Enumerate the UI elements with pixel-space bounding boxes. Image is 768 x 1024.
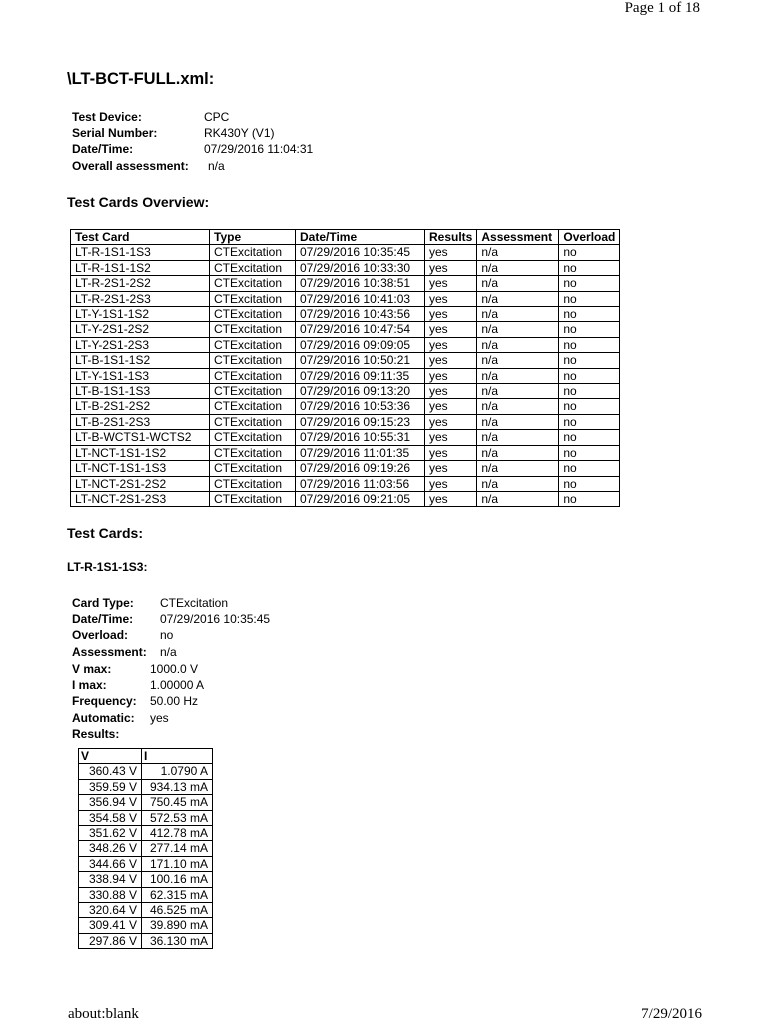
setting-key: Frequency: [72, 694, 137, 709]
table-cell: n/a [477, 322, 559, 337]
table-cell: 351.62 V [79, 826, 142, 841]
table-cell: CTExcitation [210, 491, 296, 506]
overview-table [70, 229, 620, 507]
table-row [79, 795, 213, 810]
card-settings [72, 661, 204, 742]
table-cell: yes [425, 276, 477, 291]
info-value: CPC [204, 110, 230, 124]
table-row [71, 291, 620, 306]
table-row [71, 430, 620, 445]
table-cell: yes [425, 491, 477, 506]
table-row [71, 476, 620, 491]
table-cell: no [559, 307, 620, 322]
table-row [71, 461, 620, 476]
card-info-row [72, 644, 270, 660]
table-cell: 07/29/2016 10:41:03 [296, 291, 425, 306]
table-cell: 07/29/2016 10:50:21 [296, 353, 425, 368]
column-header: Date/Time [296, 230, 425, 245]
table-cell: no [559, 399, 620, 414]
table-cell: CTExcitation [210, 384, 296, 399]
table-cell: no [559, 461, 620, 476]
table-cell: LT-B-2S1-2S3 [71, 414, 210, 429]
table-cell: 934.13 mA [142, 779, 213, 794]
column-header: Overload [559, 230, 620, 245]
table-row [79, 779, 213, 794]
table-cell: 359.59 V [79, 779, 142, 794]
table-cell: CTExcitation [210, 276, 296, 291]
table-cell: LT-Y-2S1-2S2 [71, 322, 210, 337]
table-cell: LT-R-2S1-2S2 [71, 276, 210, 291]
card-info-row [72, 627, 270, 643]
table-row [79, 903, 213, 918]
table-cell: 320.64 V [79, 903, 142, 918]
info-value: n/a [208, 158, 225, 173]
table-cell: 07/29/2016 11:01:35 [296, 445, 425, 460]
table-cell: 354.58 V [79, 810, 142, 825]
table-cell: no [559, 245, 620, 260]
table-cell: no [559, 491, 620, 506]
setting-value: 1000.0 V [150, 662, 199, 676]
column-header: Results [425, 230, 477, 245]
table-cell: 07/29/2016 10:38:51 [296, 276, 425, 291]
setting-value: yes [150, 710, 169, 725]
table-row [71, 491, 620, 506]
info-key: Date/Time: [72, 612, 134, 627]
table-row [79, 826, 213, 841]
overview-heading: Test Cards Overview: [67, 194, 210, 210]
table-cell: LT-Y-1S1-1S2 [71, 307, 210, 322]
table-row [71, 322, 620, 337]
page-number: Page 1 of 18 [624, 0, 700, 16]
setting-key: I max: [72, 678, 107, 693]
info-value: 07/29/2016 10:35:45 [160, 612, 271, 627]
table-row [79, 856, 213, 871]
table-cell: 297.86 V [79, 933, 142, 948]
settings-row [72, 661, 204, 677]
table-cell: no [559, 430, 620, 445]
table-cell: 07/29/2016 11:03:56 [296, 476, 425, 491]
table-cell: n/a [477, 445, 559, 460]
table-cell: LT-NCT-1S1-1S3 [71, 461, 210, 476]
table-row [71, 337, 620, 352]
table-cell: CTExcitation [210, 430, 296, 445]
table-cell: 750.45 mA [142, 795, 213, 810]
table-cell: CTExcitation [210, 337, 296, 352]
table-cell: no [559, 414, 620, 429]
table-cell: n/a [477, 337, 559, 352]
card-title: LT-R-1S1-1S3: [67, 560, 148, 574]
table-cell: 277.14 mA [142, 841, 213, 856]
table-cell: 412.78 mA [142, 826, 213, 841]
info-value: n/a [160, 644, 177, 659]
footer-date: 7/29/2016 [641, 1006, 702, 1022]
table-cell: no [559, 353, 620, 368]
table-row [79, 810, 213, 825]
device-info-table [72, 109, 313, 174]
table-cell: yes [425, 291, 477, 306]
table-cell: LT-NCT-1S1-1S2 [71, 445, 210, 460]
info-key: Serial Number: [72, 126, 158, 141]
table-header-row [79, 749, 213, 764]
table-cell: 348.26 V [79, 841, 142, 856]
table-cell: no [559, 368, 620, 383]
table-row [71, 399, 620, 414]
table-cell: no [559, 337, 620, 352]
table-row [71, 276, 620, 291]
table-cell: CTExcitation [210, 260, 296, 275]
table-cell: CTExcitation [210, 307, 296, 322]
table-cell: n/a [477, 260, 559, 275]
device-info-row [72, 141, 313, 157]
table-cell: 07/29/2016 10:35:45 [296, 245, 425, 260]
table-row [71, 307, 620, 322]
table-row [71, 368, 620, 383]
table-cell: 360.43 V [79, 764, 142, 779]
setting-value: 50.00 Hz [150, 694, 199, 709]
table-cell: 07/29/2016 09:11:35 [296, 368, 425, 383]
table-cell: n/a [477, 307, 559, 322]
table-cell: n/a [477, 430, 559, 445]
table-cell: no [559, 291, 620, 306]
table-cell: yes [425, 445, 477, 460]
info-key: Assessment: [72, 644, 147, 659]
table-row [79, 841, 213, 856]
info-value: no [160, 628, 174, 643]
table-row [79, 918, 213, 933]
table-cell: yes [425, 399, 477, 414]
table-cell: no [559, 276, 620, 291]
table-row [71, 245, 620, 260]
settings-row [72, 693, 204, 709]
table-cell: CTExcitation [210, 445, 296, 460]
table-cell: 338.94 V [79, 872, 142, 887]
table-cell: n/a [477, 461, 559, 476]
table-cell: CTExcitation [210, 461, 296, 476]
table-cell: n/a [477, 276, 559, 291]
card-settings-table [72, 661, 204, 742]
table-cell: n/a [477, 368, 559, 383]
setting-value: 1.00000 A [150, 678, 205, 693]
table-cell: yes [425, 353, 477, 368]
table-cell: yes [425, 307, 477, 322]
table-cell: CTExcitation [210, 353, 296, 368]
table-cell: 171.10 mA [142, 856, 213, 871]
table-row [79, 764, 213, 779]
table-cell: 62.315 mA [142, 887, 213, 902]
table-row [79, 933, 213, 948]
table-cell: 07/29/2016 10:43:56 [296, 307, 425, 322]
table-cell: 07/29/2016 10:55:31 [296, 430, 425, 445]
table-cell: 07/29/2016 09:19:26 [296, 461, 425, 476]
table-cell: yes [425, 245, 477, 260]
table-cell: 46.525 mA [142, 903, 213, 918]
table-cell: no [559, 445, 620, 460]
table-cell: LT-R-2S1-2S3 [71, 291, 210, 306]
table-cell: LT-R-1S1-1S2 [71, 260, 210, 275]
table-cell: n/a [477, 399, 559, 414]
device-info-row [72, 125, 313, 141]
table-cell: CTExcitation [210, 414, 296, 429]
table-cell: n/a [477, 291, 559, 306]
table-cell: no [559, 260, 620, 275]
table-cell: 309.41 V [79, 918, 142, 933]
table-cell: LT-NCT-2S1-2S3 [71, 491, 210, 506]
table-cell: LT-NCT-2S1-2S2 [71, 476, 210, 491]
table-cell: yes [425, 384, 477, 399]
table-cell: 356.94 V [79, 795, 142, 810]
table-cell: CTExcitation [210, 476, 296, 491]
table-row [71, 445, 620, 460]
table-cell: 344.66 V [79, 856, 142, 871]
info-key: Overall assessment: [72, 158, 189, 173]
table-cell: no [559, 476, 620, 491]
table-cell: CTExcitation [210, 245, 296, 260]
table-row [71, 414, 620, 429]
setting-key: Results: [72, 726, 120, 741]
settings-row [72, 710, 204, 726]
card-info [72, 595, 270, 660]
table-cell: yes [425, 337, 477, 352]
card-info-row [72, 611, 270, 627]
table-cell: 07/29/2016 10:53:36 [296, 399, 425, 414]
table-cell: 572.53 mA [142, 810, 213, 825]
device-info-row [72, 109, 313, 125]
info-value: CTExcitation [160, 596, 229, 610]
table-cell: 36.130 mA [142, 933, 213, 948]
device-info [72, 109, 313, 174]
table-cell: 07/29/2016 09:13:20 [296, 384, 425, 399]
table-cell: 07/29/2016 10:47:54 [296, 322, 425, 337]
table-cell: 07/29/2016 09:21:05 [296, 491, 425, 506]
info-key: Date/Time: [72, 142, 134, 157]
table-cell: LT-Y-2S1-2S3 [71, 337, 210, 352]
column-header: I [142, 749, 213, 764]
table-cell: LT-B-1S1-1S2 [71, 353, 210, 368]
table-row [71, 384, 620, 399]
table-cell: 330.88 V [79, 887, 142, 902]
table-row [79, 887, 213, 902]
column-header: V [79, 749, 142, 764]
table-cell: yes [425, 461, 477, 476]
table-cell: LT-B-WCTS1-WCTS2 [71, 430, 210, 445]
table-cell: yes [425, 430, 477, 445]
table-cell: n/a [477, 384, 559, 399]
settings-row [72, 677, 204, 693]
table-cell: 100.16 mA [142, 872, 213, 887]
table-cell: 07/29/2016 09:15:23 [296, 414, 425, 429]
table-row [79, 872, 213, 887]
table-cell: 39.890 mA [142, 918, 213, 933]
table-cell: CTExcitation [210, 368, 296, 383]
table-cell: 07/29/2016 09:09:05 [296, 337, 425, 352]
table-cell: n/a [477, 353, 559, 368]
table-cell: yes [425, 476, 477, 491]
table-cell: CTExcitation [210, 399, 296, 414]
column-header: Type [210, 230, 296, 245]
table-cell: yes [425, 368, 477, 383]
footer-url: about:blank [68, 1006, 139, 1022]
device-info-row [72, 158, 313, 174]
document-title: \LT-BCT-FULL.xml: [67, 70, 215, 88]
setting-value [150, 726, 204, 742]
setting-key: Automatic: [72, 710, 135, 725]
table-row [71, 353, 620, 368]
table-cell: n/a [477, 245, 559, 260]
info-key: Card Type: [72, 596, 134, 610]
column-header: Assessment [477, 230, 559, 245]
table-row [71, 260, 620, 275]
info-key: Test Device: [72, 110, 142, 124]
table-cell: CTExcitation [210, 322, 296, 337]
table-cell: LT-B-1S1-1S3 [71, 384, 210, 399]
card-info-row [72, 595, 270, 611]
settings-row [72, 726, 204, 742]
table-cell: n/a [477, 414, 559, 429]
setting-key: V max: [72, 662, 112, 676]
table-cell: no [559, 322, 620, 337]
card-info-table [72, 595, 270, 660]
table-cell: no [559, 384, 620, 399]
table-cell: yes [425, 260, 477, 275]
table-cell: yes [425, 322, 477, 337]
table-cell: n/a [477, 476, 559, 491]
info-value: 07/29/2016 11:04:31 [204, 142, 314, 157]
info-key: Overload: [72, 628, 129, 643]
table-cell: yes [425, 414, 477, 429]
table-cell: 1.0790 A [142, 764, 213, 779]
test-cards-heading: Test Cards: [67, 525, 143, 541]
table-cell: LT-R-1S1-1S3 [71, 245, 210, 260]
info-value: RK430Y (V1) [204, 126, 275, 141]
results-table [78, 748, 213, 949]
table-cell: LT-Y-1S1-1S3 [71, 368, 210, 383]
table-cell: LT-B-2S1-2S2 [71, 399, 210, 414]
table-cell: CTExcitation [210, 291, 296, 306]
table-cell: n/a [477, 491, 559, 506]
table-header-row [71, 230, 620, 245]
table-cell: 07/29/2016 10:33:30 [296, 260, 425, 275]
column-header: Test Card [71, 230, 210, 245]
